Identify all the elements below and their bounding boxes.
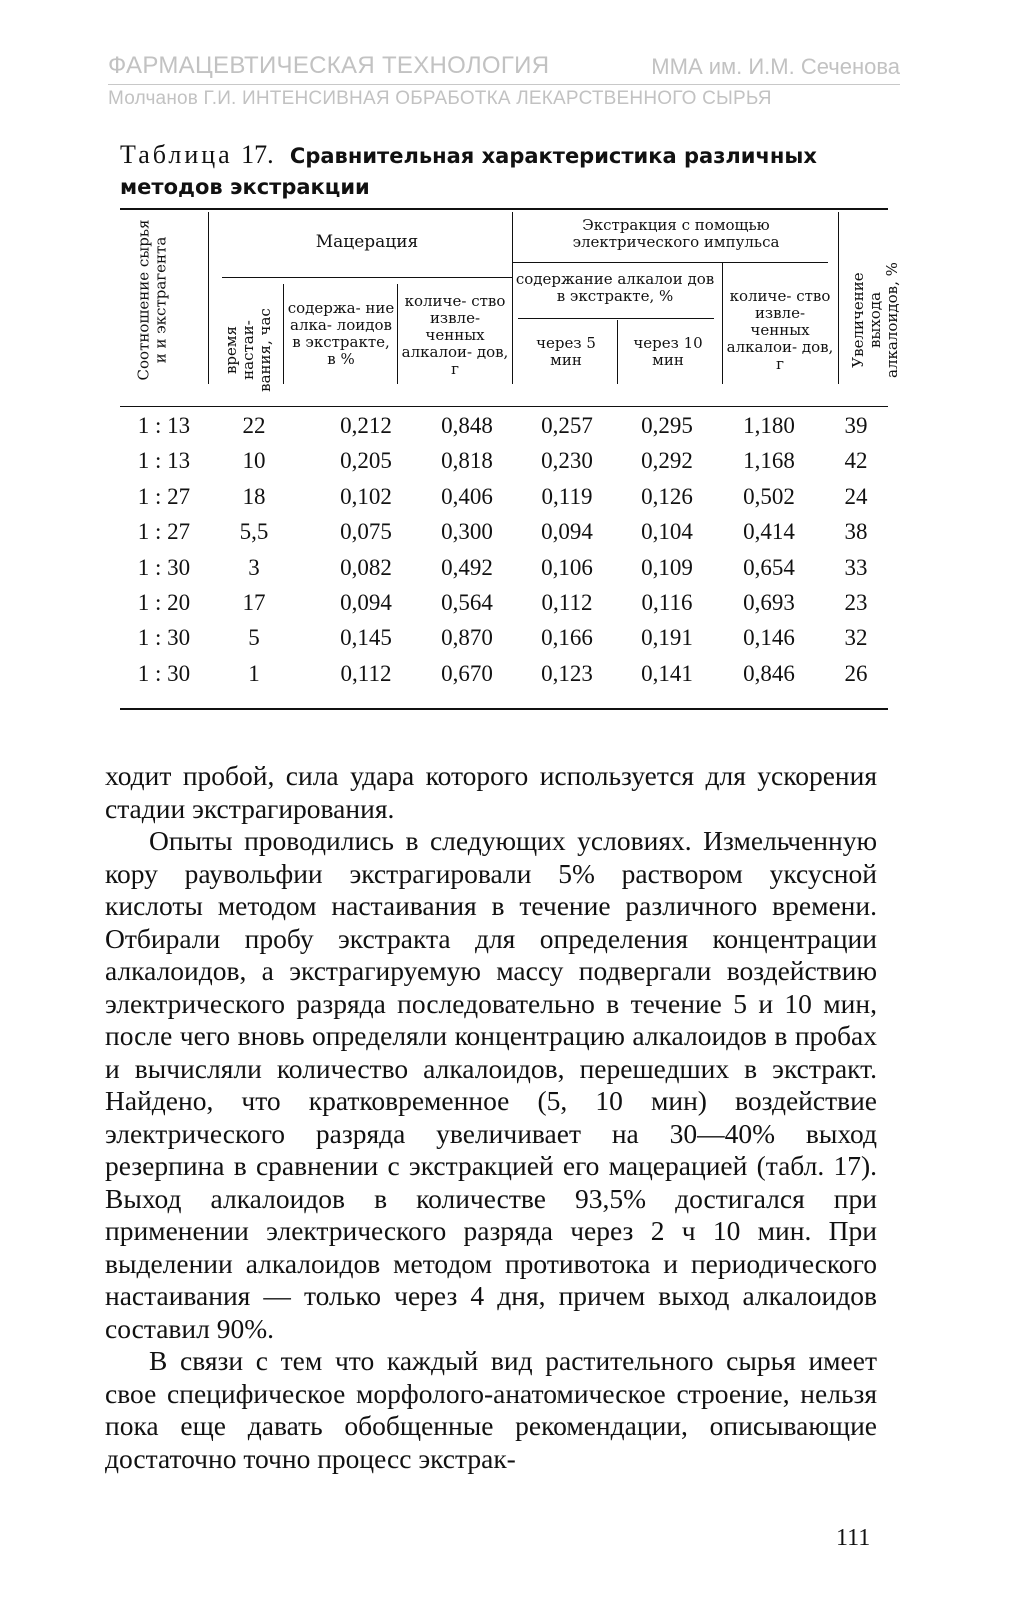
cell-time: 17 [242,590,266,615]
table-row [0,413,1030,449]
header-divider [283,284,284,384]
caption-number: 17. [241,140,274,169]
cell-after10: 0,104 [641,519,693,545]
cell-el-amount: 1,180 [743,413,795,438]
cell-mac-amount: 0,406 [441,483,493,509]
cell-after10: 0,126 [641,483,693,509]
cell-mac-amount: 0,300 [441,519,493,545]
table-row [0,625,1030,661]
table-row [0,661,1030,697]
cell-mac-content: 0,205 [340,448,392,474]
table-row [0,555,1030,591]
running-header [108,50,900,85]
header-divider [512,212,513,384]
table-header-rule [120,406,888,407]
paragraph: В связи с тем что каждый вид растительного сырья имеет свое специфическое морфолого-анатомическое строение, нельзя пока еще давать обобщенные рекомендации, описывающие достаточно точно процесс экстрак- [105,1345,877,1474]
cell-time: 18 [242,483,266,509]
header-ratio: Соотношение сырья и и экстрагента [134,219,170,381]
cell-time: 1 [248,660,260,686]
header-divider [397,284,398,384]
header-subrule [518,318,714,319]
cell-increase: 33 [844,554,868,580]
header-time: время настаи- вания, час [221,308,274,392]
cell-el-amount: 0,414 [743,519,795,545]
cell-mac-content: 0,112 [340,660,392,686]
cell-ratio: 1 : 20 [137,590,191,615]
header-after-5: через 5 мин [536,334,596,369]
header-after-10: через 10 мин [633,334,703,369]
cell-increase: 24 [844,483,868,509]
cell-time: 10 [242,448,266,474]
header-el-content: содержание алкалои дов в экстракте, % [515,270,715,305]
cell-after5: 0,166 [541,625,593,651]
cell-increase: 38 [844,519,868,545]
cell-ratio: 1 : 30 [137,660,191,686]
cell-el-amount: 0,146 [743,625,795,651]
cell-mac-content: 0,075 [340,519,392,545]
cell-after5: 0,094 [541,519,593,545]
book-title: ФАРМАЦЕВТИЧЕСКАЯ ТЕХНОЛОГИЯ [108,52,550,79]
cell-mac-content: 0,102 [340,483,392,509]
cell-time: 5,5 [239,519,269,545]
table-row [0,448,1030,484]
cell-mac-amount: 0,492 [441,554,493,580]
cell-mac-amount: 0,848 [441,413,493,438]
cell-ratio: 1 : 13 [137,413,191,438]
cell-mac-content: 0,094 [340,590,392,615]
cell-after5: 0,112 [541,590,593,615]
cell-el-amount: 0,502 [743,483,795,509]
header-divider [617,320,618,384]
paragraph: ходит пробой, сила удара которого используется для ускорения стадии экстрагирования. [105,760,877,824]
cell-after5: 0,257 [541,413,593,438]
cell-after10: 0,141 [641,660,693,686]
header-subrule [512,262,828,263]
cell-increase: 39 [844,413,868,438]
table-caption [120,140,900,202]
cell-mac-content: 0,145 [340,625,392,651]
cell-increase: 26 [844,660,868,686]
header-mac-amount: количе- ство извле- ченных алкалои- дов, г [401,291,509,378]
header-divider [838,212,839,384]
cell-after10: 0,292 [641,448,693,474]
cell-mac-amount: 0,870 [441,625,493,651]
cell-after10: 0,191 [641,625,693,651]
cell-el-amount: 0,654 [743,554,795,580]
page-number: 111 [836,1525,871,1551]
cell-ratio: 1 : 30 [137,625,191,651]
caption-label: Таблица [120,140,233,169]
table-row [0,590,1030,626]
header-divider [722,262,723,384]
header-electric: Экстракция с помощью электрического импульса [572,216,780,251]
cell-after5: 0,230 [541,448,593,474]
publisher: ММА им. И.М. Сеченова [651,54,900,79]
cell-mac-content: 0,082 [340,554,392,580]
cell-after5: 0,123 [541,660,593,686]
table-row [0,484,1030,520]
cell-after10: 0,116 [641,590,693,615]
cell-mac-content: 0,212 [340,413,392,438]
cell-time: 3 [248,554,260,580]
cell-increase: 42 [844,448,868,474]
cell-increase: 32 [844,625,868,651]
body-text [105,760,877,1475]
table-top-rule [120,208,888,210]
caption-title: Сравнительная характеристика различных методов экстракции [120,144,817,199]
cell-after10: 0,109 [641,554,693,580]
cell-el-amount: 0,846 [743,660,795,686]
header-increase: Увеличение выхода алкалоидов, % [848,262,901,378]
cell-ratio: 1 : 27 [137,483,191,509]
cell-after5: 0,106 [541,554,593,580]
book-subtitle: Молчанов Г.И. ИНТЕНСИВНАЯ ОБРАБОТКА ЛЕКАРСТВЕННОГО СЫРЬЯ [108,88,772,109]
paragraph: Опыты проводились в следующих условиях. Измельченную кору раувольфии экстрагировали 5% раствором уксусной кислоты методом настаивания в течение различного времени. Отбирали пробу экстракта для определения концентрации алкалоидов, а экстрагируемую массу подвергали воздействию электрического разряда последовательно в течение 5 и 10 мин, после чего вновь определяли концентрацию алкалоидов в пробах и вычисляли количество алкалоидов, перешедших в экстракт. Найдено, что кратковременное (5, 10 мин) воздействие электрического разряда увеличивает на 30—40% выход резерпина в сравнении с экстракцией его мацерацией (табл. 17). Выход алкалоидов в количестве 93,5% достигался при применении электрического разряда через 2 ч 10 мин. При выделении алкалоидов методом противотока и периодического настаивания — только через 4 дня, причем выход алкалоидов составил 90%. [105,825,877,1344]
cell-after5: 0,119 [541,483,593,509]
cell-el-amount: 0,693 [743,590,795,615]
cell-ratio: 1 : 27 [137,519,191,545]
cell-ratio: 1 : 13 [137,448,191,474]
cell-ratio: 1 : 30 [137,554,191,580]
table-bottom-rule [120,708,888,710]
header-maceration: Мацерация [315,231,419,252]
cell-after10: 0,295 [641,413,693,438]
cell-mac-amount: 0,564 [441,590,493,615]
cell-mac-amount: 0,818 [441,448,493,474]
header-el-amount: количе- ство извле- ченных алкалои- дов, г [726,286,834,373]
header-divider [208,212,209,384]
table-row [0,519,1030,555]
cell-time: 22 [242,413,266,438]
header-mac-content: содержа- ние алка- лоидов в экстракте, в % [287,299,395,368]
cell-time: 5 [248,625,260,651]
header-subrule [222,277,512,278]
cell-increase: 23 [844,590,868,615]
cell-mac-amount: 0,670 [441,660,493,686]
cell-el-amount: 1,168 [743,448,795,474]
